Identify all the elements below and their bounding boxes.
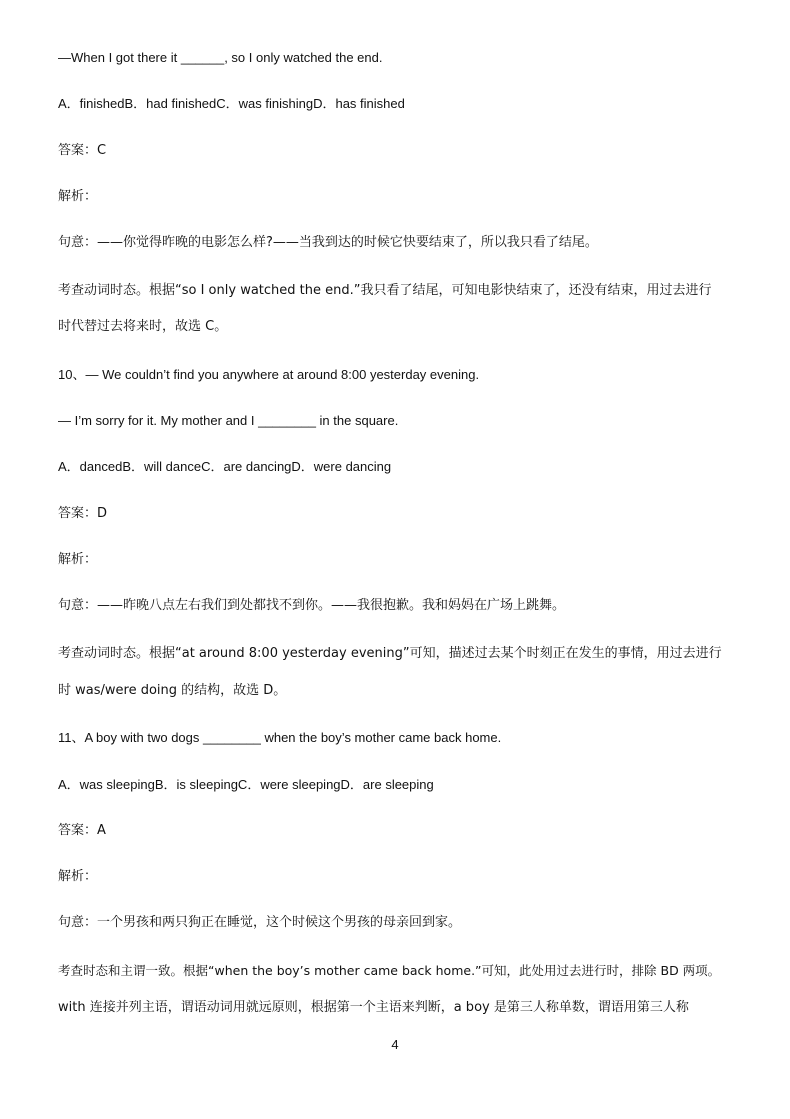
- question-9-stem: —When I got there it ______, so I only watched the end.: [58, 50, 383, 65]
- question-11-answer: 答案：A: [58, 823, 106, 838]
- question-11-explanation-line-1: 考查时态和主谓一致。根据“when the boy’s mother came back home.”可知，此处用过去进行时，排除 BD 两项。: [58, 963, 721, 978]
- question-9-translation: 句意：——你觉得昨晚的电影怎么样?——当我到达的时候它快要结束了，所以我只看了结尾。: [58, 235, 598, 250]
- question-10-reply: — I’m sorry for it. My mother and I ________ in the square.: [58, 413, 399, 428]
- page-number: 4: [391, 1037, 399, 1052]
- question-10-analysis-label: 解析：: [58, 552, 98, 567]
- question-10-options: A．dancedB．will danceC．are dancingD．were dancing: [58, 459, 392, 474]
- question-11-stem: 11、A boy with two dogs ________ when the boy’s mother came back home.: [58, 730, 502, 745]
- question-9-options: A．finishedB．had finishedC．was finishingD．has finished: [58, 96, 405, 111]
- question-10-translation: 句意：——昨晚八点左右我们到处都找不到你。——我很抱歉。我和妈妈在广场上跳舞。: [58, 598, 566, 613]
- question-9-analysis-label: 解析：: [58, 189, 98, 204]
- question-11-analysis-label: 解析：: [58, 869, 98, 884]
- question-10-explanation-line-1: 考查动词时态。根据“at around 8:00 yesterday evening”可知，描述过去某个时刻正在发生的事情，用过去进行: [58, 646, 722, 661]
- question-10-stem: 10、— We couldn’t find you anywhere at around 8:00 yesterday evening.: [58, 367, 480, 382]
- question-11-options: A．was sleepingB．is sleepingC．were sleepingD．are sleeping: [58, 777, 434, 792]
- question-11-translation: 句意：一个男孩和两只狗正在睡觉，这个时候这个男孩的母亲回到家。: [58, 915, 462, 930]
- question-10-answer: 答案：D: [58, 506, 108, 521]
- question-9-explanation-line-1: 考查动词时态。根据“so I only watched the end.”我只看了结尾，可知电影快结束了，还没有结束，用过去进行: [58, 283, 712, 298]
- question-9-explanation-line-2: 时代替过去将来时，故选 C。: [58, 319, 228, 334]
- question-11-explanation-line-2: with 连接并列主语，谓语动词用就远原则，根据第一个主语来判断，a boy 是第三人称单数，谓语用第三人称: [58, 1000, 689, 1015]
- question-9-answer: 答案：C: [58, 143, 107, 158]
- question-10-explanation-line-2: 时 was/were doing 的结构，故选 D。: [58, 683, 287, 698]
